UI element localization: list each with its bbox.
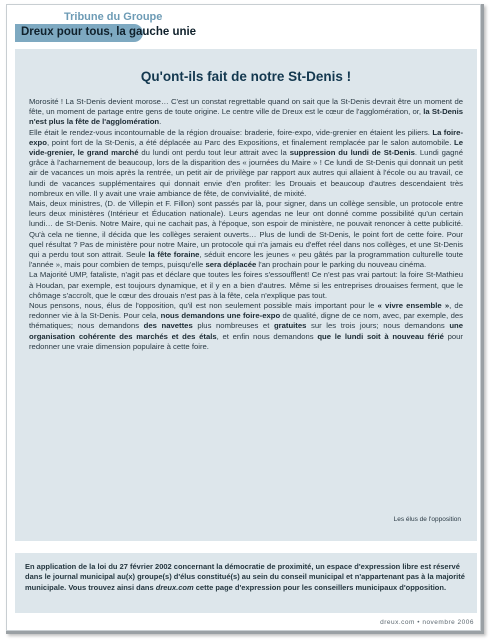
page-inner — [6, 4, 481, 631]
emphasis-text: la St-Denis n'est plus la fête de l'agglomération — [29, 107, 464, 127]
emphasis-text: sera déplacée — [205, 260, 257, 270]
article-paragraph — [29, 97, 463, 128]
text-run: , et enfin nous demandons — [216, 331, 318, 341]
text-run: , point fort de la St-Denis, a été déplacée au Parc des Expositions, et finalement remplacée par le salon automobile. — [46, 137, 455, 147]
emphasis-text: « vivre ensemble » — [377, 301, 450, 311]
emphasis-text: La foire-expo — [29, 127, 464, 147]
article-title: Qu'ont-ils fait de notre St-Denis ! — [140, 69, 352, 84]
text-run: sur les trois jours; nous demandons — [306, 321, 450, 331]
emphasis-text: des navettes — [143, 321, 193, 331]
text-run: Nous pensons, nous, élus de l'opposition, qu'il est non seulement possible mais important pour le — [29, 301, 378, 311]
group-name: Dreux pour tous, la gauche unie — [21, 26, 197, 38]
text-run: . — [159, 117, 162, 127]
signature: Les élus de l'opposition — [393, 516, 461, 523]
article-paragraph — [29, 301, 463, 352]
page — [6, 4, 484, 634]
text-run: cette page d'expression pour les conseillers municipaux d'opposition. — [193, 582, 447, 592]
text-run: l'an prochain pour le parking du nouveau cinéma. — [256, 260, 427, 270]
text-run: En application de la loi du 27 février 2002 concernant la démocratie de proximité, un espace d'expression libre est réservé dans le journal municipal au(x) groupe(s) d'élus constitué(s) au sein du conseil municipal et n'appartenant pas à la majorité municipale. Vous trouvez ainsi dans — [25, 562, 465, 592]
text-run: . Lundi gagné grâce à l'acharnement de beaucoup, lors de la disparition des « journées du Maire » ! Ce lundi de St-Denis qui donnait un petit air de vacances un mois après la rentrée, un petit air de privilège par rapport aux autres qui allaient à l'école ou au travail, ce lundi de vacances supplémentaires qui donnait envie d'en profiter: les Drouais et beaucoup d'autres descendaient très nombreux en ville. Il y avait une vraie ambiance de fête, de convivialité, de mixité. — [29, 148, 463, 198]
emphasis-text: nous demandons une foire-expo — [160, 311, 281, 321]
text-run: Elle était le rendez-vous incontournable de la région drouaise: braderie, foire-expo, vide-grenier en étaient les piliers. — [29, 127, 433, 137]
footer: dreux.com • novembre 2006 — [380, 619, 474, 626]
text-run: dreux.com — [155, 582, 194, 592]
article-paragraph — [29, 128, 463, 199]
legal-notice-box — [15, 553, 477, 613]
article-paragraph — [29, 270, 463, 301]
text-run: Mais, deux ministres, (D. de Villepin et F. Fillon) sont passés par là, pour signer, dans un collège sensible, un protocole entre leurs deux ministères (Intérieur et Éducation nationale). Leurs agendas ne leur ont donné comme possibilité qu'un certain lundi… de St-Denis. Notre Maire, qui ne cachait pas, à l'époque, son espoir de ministère, ne pouvait renoncer à cette publicité. Qu'à cela ne tienne, il décida que les collèges seraient ouverts… Plus de lundi de St-Denis, le point fort de cette foire. Pour quel résultat ? Pas de ministère pour notre Maire, un protocole qui n'a jamais eu d'effet réel dans nos collèges, et une St-Denis qui a perdu tout son attrait. Seule — [29, 199, 463, 260]
emphasis-text: que le lundi soit à nouveau férié — [317, 331, 444, 341]
article-box — [15, 49, 477, 541]
emphasis-text: la fête foraine — [148, 250, 200, 260]
text-run: plus nombreuses et — [192, 321, 274, 331]
text-run: Morosité ! La St-Denis devient morose… C'est un constat regrettable quand on sait que la St-Denis devrait être un moment de fête, un moment de partage entre gens de toute origine. Le centre ville de Dreux est le cœur de l'agglomération, or, — [29, 97, 463, 117]
text-run: , de redonner vie à la St-Denis. Pour cela, — [29, 301, 463, 321]
text-run: , séduit encore les jeunes « peu gâtés par la programmation culturelle toute l'année », mais pour combien de temps, puisqu'elle — [29, 250, 463, 270]
text-run: La Majorité UMP, fataliste, n'agit pas et déclare que toutes les foires s'essoufflent! Ce n'est pas vrai partout: la foire St-Mathieu à Houdan, par exemple, est toujours dynamique, et il y en a bien d'autres. Même si les entreprises drouaises ferment, que le chômage s'accroît, que le cœur des drouais n'est pas à la fête, cela n'explique pas tout. — [29, 270, 463, 300]
emphasis-text: suppression du lundi de St-Denis — [289, 148, 415, 158]
article-body — [29, 97, 463, 352]
emphasis-text: Le vide-grenier, le grand marché — [29, 137, 463, 158]
emphasis-text: gratuites — [273, 321, 307, 331]
article-paragraph — [29, 199, 463, 270]
text-run: du lundi ont perdu tout leur attrait avec la — [138, 148, 290, 158]
text-run: de qualité, digne de ce nom, avec, par exemple, des thématiques; nous demandons — [29, 311, 463, 331]
emphasis-text: une organisation cohérente des marchés et des étals — [29, 321, 463, 341]
text-run: pour redonner une vraie dimension populaire à cette foire. — [29, 331, 463, 351]
legal-notice-text — [25, 562, 467, 593]
tribune-label: Tribune du Groupe — [64, 11, 163, 23]
